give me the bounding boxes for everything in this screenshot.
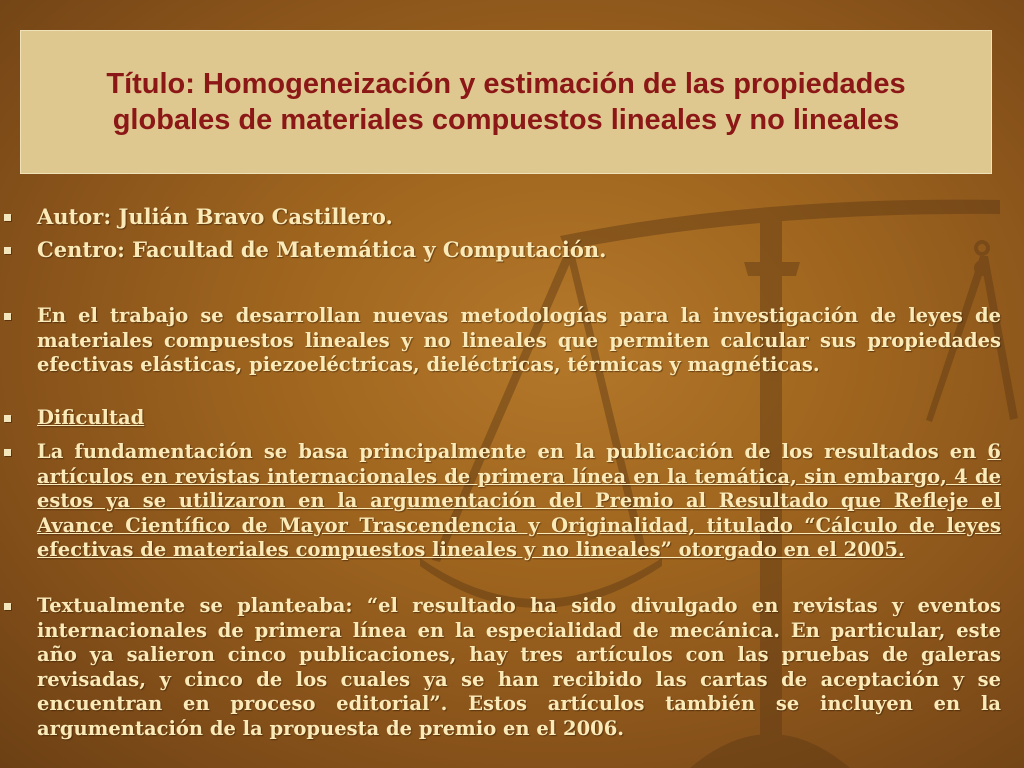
trabajo-text: En el trabajo se desarrollan nuevas metodologías para la investigación de leyes de materiales compuestos lineales y no lineales que permiten calcular sus propiedades efectivas elásticas, piezoeléctricas, dieléctricas, térmicas y magnéticas.: [37, 304, 1001, 376]
page-title-line-1: Título: Homogeneización y estimación de las propiedades: [106, 68, 906, 100]
autor-text: Autor: Julián Bravo Castillero.: [37, 204, 393, 229]
bullet-marker: [4, 603, 11, 610]
bullet-marker: [4, 247, 11, 254]
dificultad-link[interactable]: Dificultad: [37, 406, 145, 429]
bullet-marker: [4, 415, 11, 422]
bullet-marker: [4, 449, 11, 456]
textualmente-text: Textualmente se planteaba: “el resultado ha sido divulgado en revistas y eventos internacionales de primera línea en la especialidad de mecánica. En particular, este año ya salieron cinco publicaciones, hay tres artículos con las pruebas de galeras revisadas, y cinco de los cuales ya se han recibido las cartas de aceptación y se encuentran en proceso editorial”. Estos artículos también se incluyen en la argumentación de la propuesta de premio en el 2006.: [37, 594, 1001, 740]
centro-text: Centro: Facultad de Matemática y Computación.: [37, 237, 607, 262]
fundamentacion-intro: La fundamentación se basa principalmente en la publicación de los resultados en: [37, 440, 988, 463]
page-title-line-2: globales de materiales compuestos lineales y no lineales: [112, 104, 900, 136]
fundamentacion-link[interactable]: 6 artículos en revistas internacionales de primera línea en la temática, sin embargo, 4 de estos ya se utilizaron en la argumentación del Premio al Resultado que Refleje el Avance Científico de Mayor Trascendencia y Originalidad, titulado “Cálculo de leyes efectivas de materiales compuestos lineales y no lineales” otorgado en el 2005.: [37, 440, 1001, 561]
title-box: [20, 30, 992, 174]
bullet-marker: [4, 313, 11, 320]
fundamentacion-text: [37, 440, 1001, 563]
bullet-marker: [4, 214, 11, 221]
